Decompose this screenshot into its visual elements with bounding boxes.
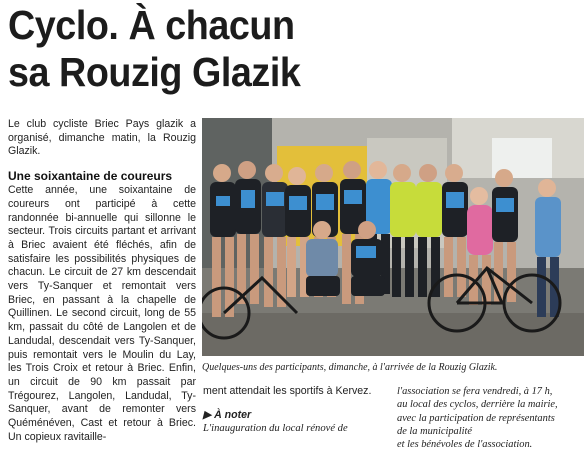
middle-column: [203, 385, 389, 436]
headline-line-2: sa Rouzig Glazik: [8, 49, 301, 95]
right-column: [397, 385, 583, 451]
body-text-left: Cette année, une soixantaine de coureurs ont participé à cette randonnée bi-annuelle qui sillonne le secteur. Trois circuits partant et arrivant à Briec avaient été fléchés, afin de satisfaire les possibilités physiques de chacun. Le circuit de 27 km descendait vers Ty-Sanquer et remontait vers Briec, en passant à la chapelle de Quillinen. Le second circuit, long de 55 km, passait du côté de Langolen et de Landudal, descendait vers Ty-Sanquer, puis remontait vers le Moulin du Lay, les Trois Croix et retour à Briec. Enfin, un circuit de 90 km passait par Trégourez, Langolen, Landudal, Ty-Sanquer, avant de remonter vers Quéménéven, Cast et retour à Briec. Un copieux ravitaille-: [8, 184, 196, 443]
note-line: de la municipalité: [397, 425, 473, 437]
group-photo: [202, 118, 584, 356]
note-heading: ▶ À noter: [203, 408, 252, 421]
subheading: Une soixantaine de coureurs: [8, 169, 173, 184]
intro-paragraph: Le club cycliste Briec Pays glazik a organisé, dimanche matin, la Rouzig Glazik.: [8, 118, 196, 158]
headline-line-1: Cyclo. À chacun: [8, 2, 295, 48]
body-text-mid: ment attendait les sportifs à Kervez.: [203, 385, 372, 397]
note-line: avec la participation de représentants: [397, 412, 555, 424]
headline: [8, 2, 537, 96]
photo-illustration: [202, 118, 584, 356]
note-text-mid: L'inauguration du local rénové de: [203, 423, 348, 434]
photo-caption: Quelques-uns des participants, dimanche, à l'arrivée de la Rouzig Glazik.: [202, 362, 498, 373]
note-line: au local des cyclos, derrière la mairie,: [397, 399, 558, 411]
left-column: [8, 118, 196, 444]
note-line: l'association se fera vendredi, à 17 h,: [397, 386, 553, 397]
note-line: et les bénévoles de l'association.: [397, 439, 533, 451]
